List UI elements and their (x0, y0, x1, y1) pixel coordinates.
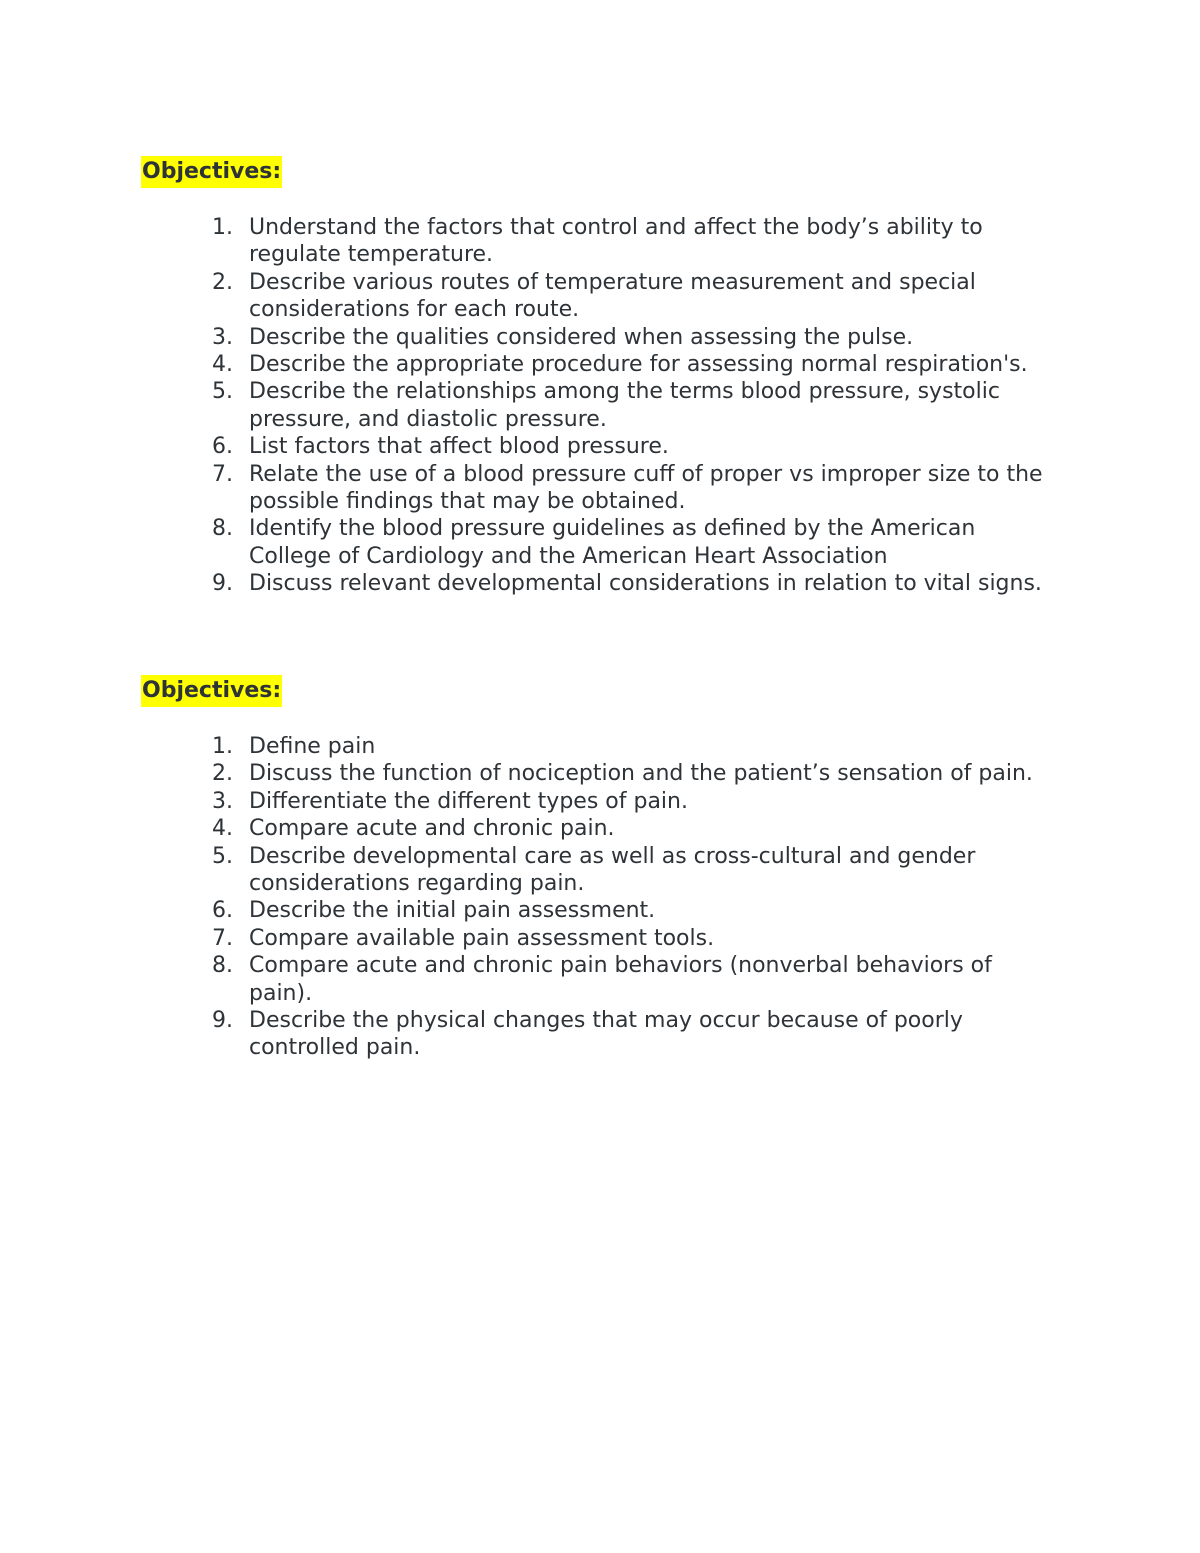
list-item-text: Understand the factors that control and affect the body’s ability to regulate temperature. (249, 215, 983, 268)
list-item (0, 952, 1059, 1007)
list-item-number: 3. (212, 788, 233, 814)
list-item-number: 2. (212, 761, 233, 787)
list-item-text: Compare available pain assessment tools. (249, 925, 715, 951)
list-item-number: 9. (212, 571, 233, 597)
list-item-number: 4. (212, 816, 233, 842)
list-item (0, 351, 1059, 378)
list-item-number: 2. (212, 269, 233, 295)
list-item-text: List factors that affect blood pressure. (249, 434, 669, 460)
objectives-list (0, 214, 1200, 598)
list-item (0, 788, 1059, 815)
list-item (0, 733, 1059, 760)
list-item-number: 5. (212, 379, 233, 405)
list-item-number: 7. (212, 925, 233, 951)
list-item (0, 925, 1059, 952)
list-item-number: 8. (212, 953, 233, 979)
list-item-number: 1. (212, 734, 233, 759)
list-item (0, 1007, 1059, 1062)
list-item-text: Discuss relevant developmental considerations in relation to vital signs. (249, 571, 1042, 597)
list-item-number: 6. (212, 898, 233, 924)
list-item-text: Differentiate the different types of pain. (249, 788, 688, 814)
list-item-number: 3. (212, 324, 233, 350)
list-item-text: Compare acute and chronic pain. (249, 816, 615, 842)
section-heading-wrap (141, 156, 282, 188)
list-item-number: 8. (212, 516, 233, 542)
section-heading: Objectives: (141, 675, 282, 707)
list-item-number: 9. (212, 1008, 233, 1034)
list-item (0, 461, 1059, 516)
list-item (0, 760, 1059, 787)
list-item (0, 897, 1059, 924)
list-item (0, 378, 1059, 433)
list-item-number: 1. (212, 215, 233, 240)
list-item-text: Describe the physical changes that may occur because of poorly controlled pain. (249, 1008, 963, 1061)
list-item-text: Relate the use of a blood pressure cuff of proper vs improper size to the possible findings that may be obtained. (249, 461, 1043, 515)
list-item-number: 4. (212, 352, 233, 378)
list-item-text: Define pain (249, 734, 376, 759)
list-item (0, 570, 1059, 597)
objectives-list (0, 733, 1200, 1062)
list-item-text: Describe various routes of temperature measurement and special considerations for each route. (249, 269, 976, 323)
list-item-text: Describe the relationships among the terms blood pressure, systolic pressure, and diastolic pressure. (249, 379, 1000, 432)
list-item-number: 7. (212, 461, 233, 487)
list-item-text: Describe the initial pain assessment. (249, 898, 656, 924)
list-item-text: Describe the appropriate procedure for assessing normal respiration's. (249, 352, 1028, 378)
list-item (0, 515, 1059, 570)
list-item (0, 269, 1059, 324)
list-item-text: Describe the qualities considered when assessing the pulse. (249, 324, 914, 350)
list-item-text: Identify the blood pressure guidelines as defined by the American College of Cardiology and the American Heart Association (249, 516, 976, 569)
section-heading-wrap (141, 675, 282, 707)
list-item-text: Discuss the function of nociception and the patient’s sensation of pain. (249, 761, 1033, 787)
list-item (0, 324, 1059, 351)
list-item-number: 6. (212, 434, 233, 460)
section-heading: Objectives: (141, 156, 282, 188)
list-item (0, 843, 1059, 898)
list-item (0, 214, 1059, 269)
list-item (0, 815, 1059, 842)
list-item-number: 5. (212, 843, 233, 869)
list-item-text: Describe developmental care as well as cross-cultural and gender considerations regarding pain. (249, 843, 976, 897)
list-item (0, 433, 1059, 460)
list-item-text: Compare acute and chronic pain behaviors (nonverbal behaviors of pain). (249, 953, 992, 1006)
